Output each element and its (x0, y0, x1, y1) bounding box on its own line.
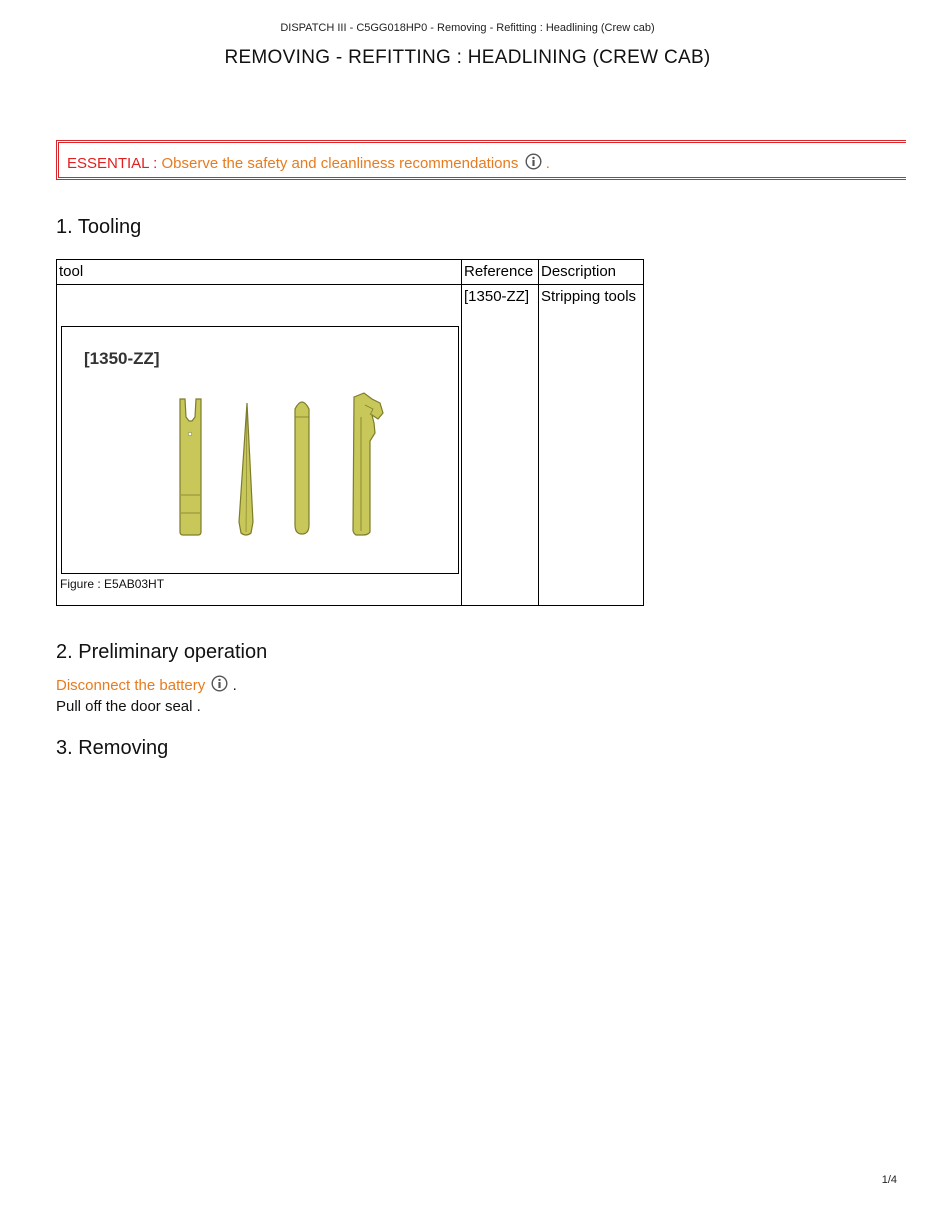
section-heading-preliminary: 2. Preliminary operation (56, 641, 268, 663)
column-header-tool: tool (57, 260, 462, 285)
spike-tool-icon (239, 403, 253, 535)
column-header-reference: Reference (462, 260, 539, 285)
figure-reference-label: [1350-ZZ] (84, 349, 160, 368)
preliminary-step-2: Pull off the door seal . (56, 698, 201, 715)
figure-caption: Figure : E5AB03HT (60, 577, 165, 591)
preliminary-step-1 (56, 675, 237, 694)
essential-suffix: . (545, 155, 550, 172)
page-number: 1/4 (881, 1174, 897, 1186)
tool-figure (61, 326, 459, 574)
wedge-tool-icon (295, 402, 309, 534)
disconnect-battery-link[interactable]: Disconnect the battery (56, 677, 206, 694)
description-cell (539, 285, 644, 606)
reference-cell (462, 285, 539, 606)
fork-tool-icon (180, 399, 201, 535)
column-header-description: Description (539, 260, 644, 285)
reference-value: [1350-ZZ] (464, 288, 530, 305)
section-heading-tooling: 1. Tooling (56, 216, 142, 238)
safety-recommendations-link[interactable]: Observe the safety and cleanliness recommendations (161, 155, 519, 172)
page-title: REMOVING - REFITTING : HEADLINING (CREW CAB) (224, 47, 711, 68)
info-icon[interactable] (525, 153, 542, 170)
info-icon[interactable] (211, 675, 228, 692)
hook-tool-icon (353, 393, 383, 535)
stripping-tools-illustration (62, 327, 458, 573)
table-header-row (57, 260, 644, 285)
link-suffix: . (232, 677, 237, 694)
essential-label: ESSENTIAL : (67, 155, 158, 172)
section-heading-removing: 3. Removing (56, 737, 169, 759)
document-breadcrumb: DISPATCH III - C5GG018HP0 - Removing - Refitting : Headlining (Crew cab) (280, 22, 655, 34)
essential-warning-box (56, 140, 906, 180)
description-value: Stripping tools (541, 288, 637, 305)
